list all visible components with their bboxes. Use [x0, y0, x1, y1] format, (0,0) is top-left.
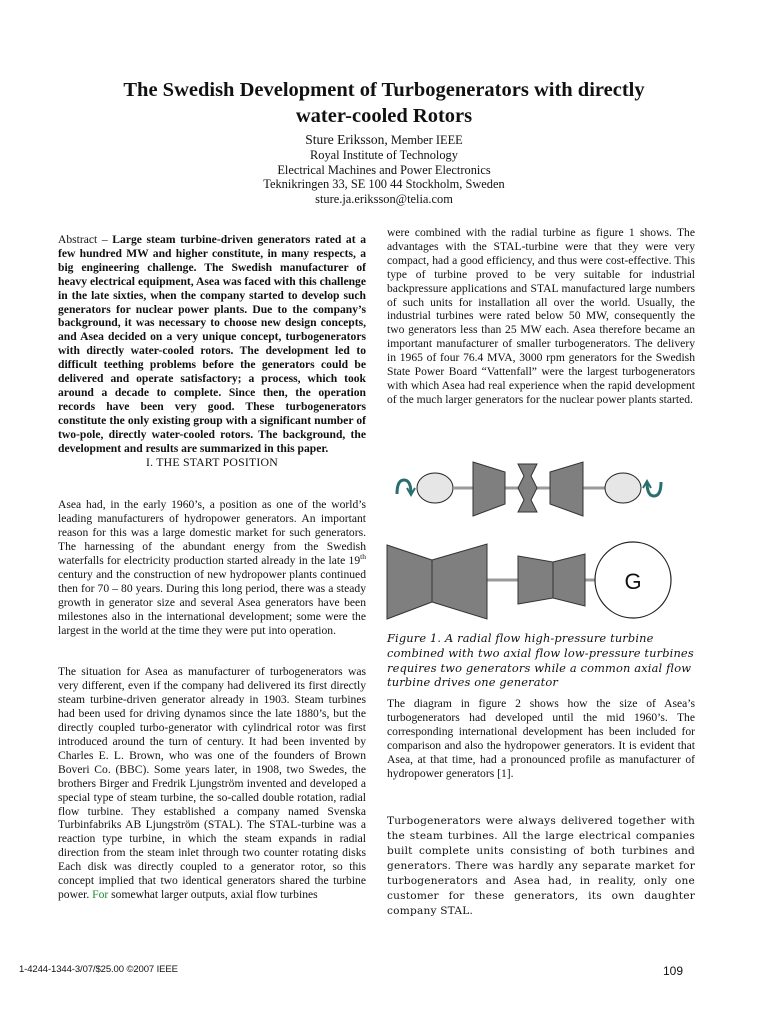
- figure-1-turbine-diagram: [385, 452, 685, 627]
- right-column: [387, 226, 695, 407]
- paragraph-text: somewhat larger outputs, axial flow turbines: [108, 887, 318, 901]
- generator-circle-left: [417, 473, 453, 503]
- axial-turbine-left: [387, 545, 432, 619]
- turbine-stage-left: [473, 462, 505, 516]
- section-heading-start-position: I. THE START POSITION: [146, 454, 278, 469]
- body-paragraph-turbogenerators: Turbogenerators were always delivered together with the steam turbines. All the large electrical companies built complete units consisting of both turbines and generators. There was hardly any separate market for turbogenerators and Asea had, in reality, only one customer for these generators, its own daughter company STAL.: [387, 815, 695, 917]
- body-paragraph: [58, 498, 366, 637]
- author-block: [0, 133, 768, 207]
- turbine-stage-right: [550, 462, 583, 516]
- radial-turbine-center: [518, 464, 537, 512]
- page-number: 109: [663, 964, 684, 978]
- abstract-label: Abstract –: [58, 233, 113, 246]
- affiliation-department: Electrical Machines and Power Electronics: [277, 162, 491, 177]
- affiliation-address: Teknikringen 33, SE 100 44 Stockholm, Sweden: [263, 177, 505, 192]
- superscript-th: th: [360, 552, 366, 562]
- bottom-turbine-set: [387, 542, 671, 619]
- paragraph-text: Asea had, in the early 1960’s, a position as one of the world’s leading manufacturers of hydropower generators. An important reason for this was a large domestic market for such generators. The harnessing of the abundant energy from the Swedish waterfalls for electricity production started already in the late 19: [58, 498, 366, 568]
- title-line-2: water-cooled Rotors: [295, 105, 473, 127]
- title-line-1: The Swedish Development of Turbogenerators with directly: [123, 79, 645, 101]
- body-paragraph-figure-2: The diagram in figure 2 shows how the size of Asea’s turbogenerators had developed until the mid 1960’s. The corresponding international development has been included for comparison and also the hydropower generators. It is evident that Asea, at that time, had a pronounced profile as manufacturer of hydropower generators [1].: [387, 697, 695, 780]
- affiliation-institute: Royal Institute of Technology: [310, 147, 458, 162]
- hp-turbine-small-left: [518, 556, 553, 604]
- top-turbine-set: [397, 462, 661, 516]
- left-column: [58, 233, 366, 902]
- highlighted-word: For: [92, 887, 109, 901]
- author-email: sture.ja.eriksson@telia.com: [315, 192, 453, 207]
- paper-title: [0, 77, 768, 129]
- paragraph-text: century and the construction of new hydropower plants continued then for 70 – 80 years. During this long period, there was a steady growth in generator size and several Asea generators have been milestones also in the international development; some were the largest in the world at the time they were put into operation.: [58, 567, 366, 637]
- author-name: Sture Eriksson,: [305, 132, 388, 147]
- copyright-footer: 1-4244-1344-3/07/$25.00 ©2007 IEEE: [19, 964, 178, 975]
- figure-1-caption: Figure 1. A radial flow high-pressure turbine combined with two axial flow low-pressure turbines requires two generators while a common axial flow turbine drives one generator: [387, 631, 694, 690]
- hp-turbine-small-right: [553, 554, 585, 606]
- author-line: [0, 133, 768, 148]
- axial-turbine-right: [432, 544, 487, 619]
- generator-circle-right: [605, 473, 641, 503]
- abstract: [58, 233, 366, 456]
- abstract-body: Large steam turbine-driven generators rated at a few hundred MW and higher constitute, in many respects, a big engineering challenge. The Swedish manufacturer of heavy electrical equipment, Asea was faced with this challenge in the late sixties, when the company started to develop such generators for nuclear power plants. Due to the company’s background, it was necessary to choose new design concepts, and Asea decided on a very unique concept, turbogenerators with directly water-cooled rotors. The development led to difficult teething problems before the generators could be delivered and operate satisfactory; a process, which took around a decade to complete. Since then, the operation records have been very good. These turbogenerators constitute the only existing group with a significant number of two-pole, directly water-cooled rotors. The background, the development and results are summarized in this paper.: [58, 233, 366, 455]
- body-paragraph: were combined with the radial turbine as figure 1 shows. The advantages with the STAL-turbine were that they were very compact, had a good efficiency, and thus were cost-effective. This type of turbine proved to be very suitable for industrial backpressure applications and STAL manufactured large numbers of such units for installation all over the world. Usually, the industrial turbines were rated below 50 MW, consequently the two generators less than 25 MW each. Asea therefore became an important manufacturer of smaller turbogenerators. The delivery in 1965 of four 76.4 MVA, 3000 rpm generators for the Swedish State Power Board “Vattenfall” were the largest turbogenerators with which Asea had real experience when the rapid development of the much larger generators for the nuclear power plants started.: [387, 226, 695, 406]
- generator-label: G: [624, 569, 642, 594]
- body-paragraph: [58, 665, 366, 901]
- author-membership: Member IEEE: [387, 133, 463, 147]
- paragraph-text: The situation for Asea as manufacturer of turbogenerators was very different, even if the company had delivered its first directly steam turbine-driven generator already in 1903. Steam turbines had been used for driving dynamos since the late 1880’s, but the directly coupled turbo-generator with cylindrical rotor was first introduced around the turn of century. It had been invented by Charles E. L. Brown, who was one of the founders of Brown Boveri Co. (BBC). Some years later, in 1908, two Swedes, the brothers Birger and Fredrik Ljungström invented and developed a special type of steam turbine, the so-called double rotation, radial flow turbine. They established a company named Svenska Turbinfabriks AB Ljungström (STAL). The STAL-turbine was a reaction type turbine, in which the steam expands in radial direction from the steam inlet through two counter rotating disks Each disk was directly coupled to a generator rotor, so this concept implied that two identical generators shared the turbine power.: [58, 665, 366, 901]
